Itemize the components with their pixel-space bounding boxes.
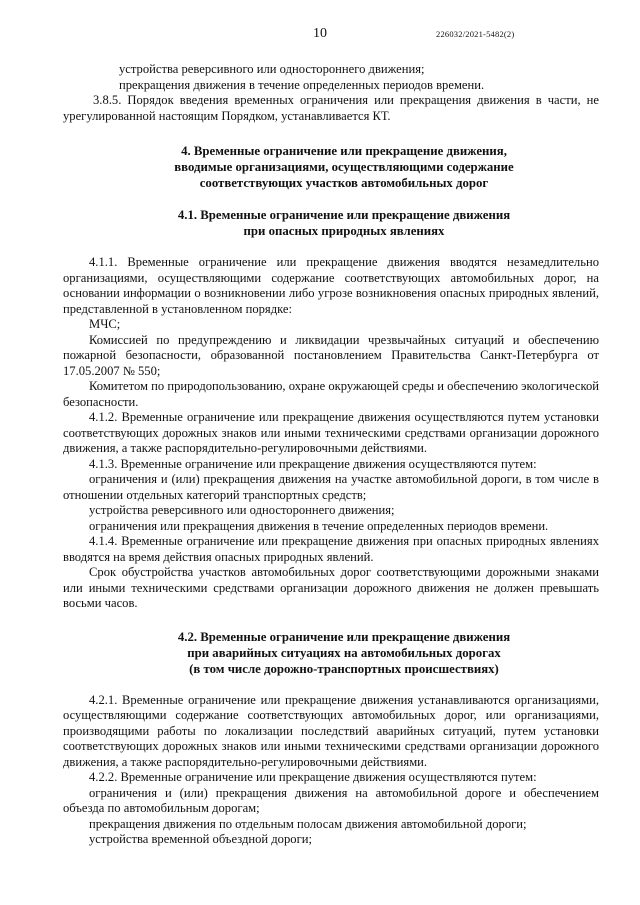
section-4-2-content bbox=[63, 693, 599, 848]
paragraph: устройства реверсивного или одностороннего движения; bbox=[89, 503, 395, 517]
paragraph: прекращения движения по отдельным полосам движения автомобильной дороги; bbox=[89, 816, 527, 831]
section-4-1-content bbox=[63, 255, 599, 612]
section-4-title bbox=[89, 143, 599, 191]
paragraph: ограничения или прекращения движения в течение определенных периодов времени. bbox=[89, 518, 549, 533]
paragraph: Срок обустройства участков автомобильных дорог соответствующими дорожными знаками или иными техническими средствами организации дорожного движения не должен превышать восьми часов. bbox=[63, 565, 599, 610]
paragraph: устройства временной объездной дороги; bbox=[89, 832, 312, 846]
paragraph: 4.1.3. Временные ограничение или прекращение движения осуществляются путем: bbox=[89, 456, 537, 471]
paragraph: 4.2.2. Временные ограничение или прекращение движения осуществляются путем: bbox=[89, 770, 537, 784]
paragraph: 4.1.2. Временные ограничение или прекращение движения осуществляются путем установки соответствующих дорожных знаков или иными техническими средствами организации дорожного движения, а также распорядительно-регулировочными действиями. bbox=[63, 410, 599, 455]
paragraph: Комиссией по предупреждению и ликвидации чрезвычайных ситуаций и обеспечению пожарной безопасности, образованной постановлением Правительства Санкт-Петербурга от 17.05.2007 № 550; bbox=[63, 332, 599, 378]
paragraph: 4.1.1. Временные ограничение или прекращение движения вводятся незамедлительно организациями, осуществляющими содержание соответствующих автомобильных дорог, на основании информации о возникновении либо угрозе возникновения опасных природных явлений, представленной в установленном порядке: bbox=[63, 255, 599, 316]
section-title-line: соответствующих участков автомобильных дорог bbox=[199, 176, 489, 190]
page-number: 10 bbox=[313, 26, 327, 41]
paragraph: ограничения и (или) прекращения движения на автомобильной дороге и обеспечением объезда по автомобильным дорогам; bbox=[63, 785, 599, 815]
document-number: 226032/2021-5482(2) bbox=[436, 29, 515, 39]
section-title-line: 4.2. Временные ограничение или прекращение движения bbox=[177, 629, 511, 644]
paragraph: МЧС; bbox=[89, 317, 121, 331]
paragraph: 3.8.5. Порядок введения временных ограничения или прекращения движения в части, не урегулированной настоящим Порядком, устанавливается КТ. bbox=[63, 93, 599, 123]
paragraph: ограничения и (или) прекращения движения на участке автомобильной дороги, в том числе в отношении отдельных категорий транспортных средств; bbox=[63, 472, 599, 502]
section-4-1-title bbox=[89, 207, 599, 239]
section-title-line: (в том числе дорожно-транспортных происшествиях) bbox=[189, 661, 499, 676]
paragraph: 4.2.1. Временные ограничение или прекращение движения устанавливаются организациями, осуществляющими содержание соответствующих автомобильных дорог, или организациями, производящими работы по локализации последствий аварийных ситуаций, путем установки соответствующих дорожных знаков или иными техническими средствами организации дорожного движения, а также распорядительно-регулировочными действиями. bbox=[63, 692, 599, 769]
document-body bbox=[63, 62, 599, 848]
section-title-line: при аварийных ситуациях на автомобильных дорогах bbox=[187, 645, 501, 660]
paragraph: устройства реверсивного или одностороннего движения; bbox=[119, 62, 425, 76]
section-title-line: 4.1. Временные ограничение или прекращение движения bbox=[177, 208, 511, 222]
section-4-2-title bbox=[89, 629, 599, 677]
paragraph: 4.1.4. Временные ограничение или прекращение движения при опасных природных явлениях вводятся на время действия опасных природных явлений. bbox=[63, 534, 599, 564]
paragraph: прекращения движения в течение определенных периодов времени. bbox=[119, 77, 485, 92]
paragraph: Комитетом по природопользованию, охране окружающей среды и обеспечению экологической безопасности. bbox=[63, 379, 599, 409]
section-title-line: 4. Временные ограничение или прекращение движения, bbox=[181, 144, 507, 158]
section-title-line: вводимые организациями, осуществляющими содержание bbox=[174, 160, 514, 174]
section-title-line: при опасных природных явлениях bbox=[243, 224, 445, 238]
